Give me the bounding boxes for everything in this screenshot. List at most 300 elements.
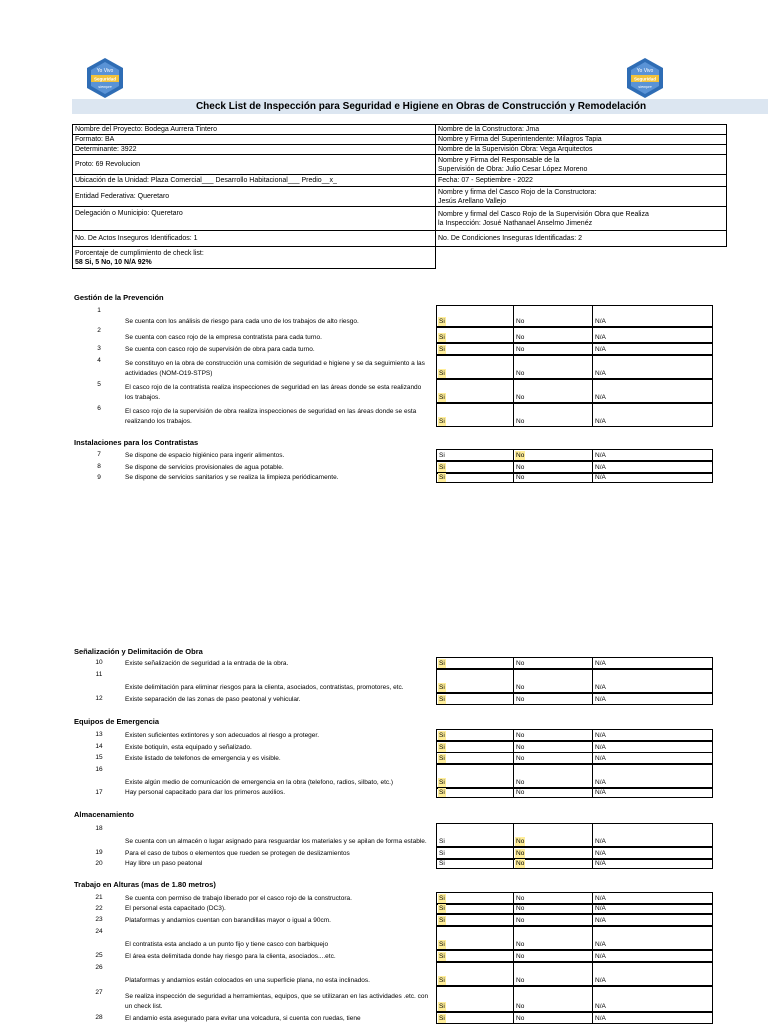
answer-si-cell[interactable] [437, 306, 514, 326]
checklist-row [0, 914, 768, 926]
answer-si-cell[interactable] [437, 356, 514, 378]
formato: Formato: BA [73, 135, 436, 145]
answer-no-label: No [516, 464, 525, 471]
answer-no-cell[interactable] [514, 380, 593, 402]
checklist-row [0, 669, 768, 693]
answer-no-label: No [516, 917, 525, 924]
answer-na-cell[interactable] [593, 670, 712, 692]
checklist-row [0, 343, 768, 355]
item-question: El casco rojo de la contratista realiza inspecciones de seguridad en las áreas donde se esta realizando los trabajos. [125, 384, 422, 401]
answer-na-label: N/A [595, 474, 606, 481]
answer-si-cell[interactable] [437, 658, 514, 668]
item-question: El personal esta capacitado (DC3). [125, 905, 226, 912]
checklist-row [0, 764, 768, 788]
answer-si-cell[interactable] [437, 462, 514, 472]
checklist-row [0, 904, 768, 914]
answer-no-cell[interactable] [514, 927, 593, 949]
answer-si-label: Si [439, 953, 445, 960]
item-question: Se cuenta con un almacén o lugar asignado para resguardar los materiales y se apilan de forma estable. [125, 838, 427, 845]
answer-no-cell[interactable] [514, 893, 593, 903]
answer-si-label: Si [439, 418, 445, 425]
answer-grid [436, 305, 713, 327]
answer-na-cell[interactable] [593, 915, 712, 925]
answer-na-cell[interactable] [593, 404, 712, 426]
answer-na-label: N/A [595, 755, 606, 762]
answer-si-cell[interactable] [437, 450, 514, 460]
answer-no-cell[interactable] [514, 824, 593, 846]
item-number: 11 [95, 671, 103, 678]
answer-si-cell[interactable] [437, 927, 514, 949]
item-question: El contratista esta anclado a un punto fijo y tiene casco con barbiquejo [125, 941, 329, 948]
answer-no-label: No [516, 977, 525, 984]
answer-no-label: No [516, 474, 525, 481]
item-number: 8 [97, 463, 101, 470]
svg-text:siempre: siempre [98, 85, 112, 89]
answer-grid [436, 962, 713, 986]
answer-no-label: No [516, 660, 525, 667]
answer-no-label: No [516, 941, 525, 948]
answer-na-label: N/A [595, 318, 606, 325]
answer-grid [436, 788, 713, 798]
answer-na-cell[interactable] [593, 1013, 712, 1023]
determinante: Determinante: 3922 [73, 145, 436, 155]
answer-no-cell[interactable] [514, 905, 593, 913]
answer-no-label: No [516, 895, 525, 902]
answer-na-label: N/A [595, 684, 606, 691]
item-number: 4 [97, 357, 101, 364]
answer-na-label: N/A [595, 941, 606, 948]
answer-na-label: N/A [595, 418, 606, 425]
item-question: Se cuenta con permiso de trabajo liberado por el casco rojo de la constructora. [125, 895, 352, 902]
answer-na-cell[interactable] [593, 742, 712, 752]
answer-na-cell[interactable] [593, 328, 712, 342]
section-instalaciones: Instalaciones para los Contratistas [74, 438, 199, 447]
answer-si-label: Si [439, 474, 445, 481]
item-question: Existe delimitación para eliminar riesgos para la clienta, asociados, contratistas, promotores, etc. [125, 684, 404, 691]
answer-na-cell[interactable] [593, 474, 712, 482]
answer-no-label: No [516, 789, 525, 796]
item-question: Existe señalización de seguridad a la entrada de la obra. [125, 660, 289, 667]
answer-na-label: N/A [595, 953, 606, 960]
answer-si-label: Si [439, 684, 445, 691]
answer-si-label: Si [439, 977, 445, 984]
answer-grid [436, 764, 713, 788]
responsable-supervision: Nombre y Firma del Responsable de la Supervisión de Obra: Julio Cesar López Moreno [436, 155, 727, 175]
actos-inseguros: No. De Actos Inseguros Identificados: 1 [73, 231, 436, 247]
answer-no-cell[interactable] [514, 963, 593, 985]
answer-na-label: N/A [595, 905, 606, 912]
item-number: 12 [95, 695, 103, 702]
answer-grid [436, 950, 713, 962]
item-number: 7 [97, 451, 101, 458]
item-question: El casco rojo de la supervisión de obra realiza inspecciones de seguridad en las áreas donde se esta realizando los trabajos. [125, 408, 417, 425]
answer-grid [436, 449, 713, 461]
answer-si-cell[interactable] [437, 328, 514, 342]
answer-si-cell[interactable] [437, 905, 514, 913]
checklist-row [0, 950, 768, 962]
item-number: 15 [95, 754, 103, 761]
answer-no-cell[interactable] [514, 860, 593, 868]
item-question: Plataformas y andamios cuentan con barandillas mayor o igual a 90cm. [125, 917, 331, 924]
answer-na-label: N/A [595, 464, 606, 471]
answer-na-label: N/A [595, 452, 606, 459]
answer-grid [436, 752, 713, 764]
answer-si-label: Si [439, 905, 445, 912]
answer-si-label: Si [439, 895, 445, 902]
section-almacenamiento: Almacenamiento [74, 810, 135, 819]
answer-no-label: No [516, 779, 525, 786]
item-question: Hay personal capacitado para dar los primeros auxilios. [125, 789, 286, 796]
answer-na-label: N/A [595, 370, 606, 377]
item-question: Se dispone de espacio higiénico para ingerir alimentos. [125, 452, 285, 459]
answer-grid [436, 729, 713, 741]
item-number: 22 [95, 905, 103, 912]
answer-no-cell[interactable] [514, 694, 593, 704]
answer-na-cell[interactable] [593, 987, 712, 1011]
answer-si-cell[interactable] [437, 344, 514, 354]
checklist-row [0, 355, 768, 379]
answer-na-cell[interactable] [593, 893, 712, 903]
answer-si-label: Si [439, 850, 445, 857]
document-title: Check List de Inspección para Seguridad e Higiene en Obras de Construcción y Remodelación [72, 99, 768, 114]
answer-si-label: Si [439, 917, 445, 924]
answer-si-label: Si [439, 732, 445, 739]
answer-no-cell[interactable] [514, 474, 593, 482]
answer-no-cell[interactable] [514, 742, 593, 752]
answer-no-cell[interactable] [514, 670, 593, 692]
answer-na-label: N/A [595, 838, 606, 845]
answer-si-cell[interactable] [437, 694, 514, 704]
answer-na-cell[interactable] [593, 848, 712, 858]
answer-no-cell[interactable] [514, 753, 593, 763]
project-name: Nombre del Proyecto: Bodega Aurrera Tintero [73, 125, 436, 135]
item-number: 26 [95, 964, 103, 971]
answer-no-label: No [516, 905, 525, 912]
answer-na-label: N/A [595, 779, 606, 786]
answer-na-cell[interactable] [593, 824, 712, 846]
answer-na-label: N/A [595, 346, 606, 353]
answer-na-cell[interactable] [593, 753, 712, 763]
section-gestion-prevencion: Gestión de la Prevención [74, 293, 164, 302]
item-number: 16 [95, 766, 103, 773]
answer-no-label: No [516, 370, 525, 377]
item-number: 21 [95, 894, 103, 901]
answer-no-label: No [516, 452, 525, 459]
answer-si-label: Si [439, 779, 445, 786]
answer-si-label: Si [439, 346, 445, 353]
constructora: Nombre de la Constructora: Jma [436, 125, 727, 135]
answer-si-cell[interactable] [437, 730, 514, 740]
answer-no-label: No [516, 838, 525, 845]
answer-si-label: Si [439, 318, 445, 325]
item-number: 10 [95, 659, 103, 666]
answer-si-cell[interactable] [437, 1013, 514, 1023]
answer-no-label: No [516, 1003, 525, 1010]
item-number: 3 [97, 345, 101, 352]
answer-si-cell[interactable] [437, 893, 514, 903]
answer-no-label: No [516, 850, 525, 857]
answer-si-label: Si [439, 744, 445, 751]
fecha: Fecha: 07 - Septiembre - 2022 [436, 175, 727, 187]
answer-na-cell[interactable] [593, 658, 712, 668]
item-question: Se realiza inspección de seguridad a herramientas, equipos, que se utilizaran en las actividades .etc. con un check list. [125, 993, 429, 1010]
casco-rojo-supervision: Nombre y firmal del Casco Rojo de la Supervisión Obra que Realiza la Inspección: Josué Nathanael Anselmo Jimenéz [436, 207, 727, 231]
answer-na-cell[interactable] [593, 380, 712, 402]
item-question: Existe algún medio de comunicación de emergencia en la obra (telefono, radios, silbato, etc.) [125, 779, 394, 786]
answer-si-label: Si [439, 755, 445, 762]
superintendente: Nombre y Firma del Superintendente: Milagros Tapia [436, 135, 727, 145]
answer-na-label: N/A [595, 860, 606, 867]
svg-text:Seguridad: Seguridad [633, 76, 657, 82]
answer-no-cell[interactable] [514, 344, 593, 354]
answer-si-cell[interactable] [437, 963, 514, 985]
checklist-row [0, 379, 768, 403]
answer-si-cell[interactable] [437, 765, 514, 787]
item-question: El área esta delimitada donde hay riesgo para la clienta, asociados....etc. [125, 953, 336, 960]
answer-si-cell[interactable] [437, 951, 514, 961]
item-number: 19 [95, 849, 103, 856]
checklist-row [0, 823, 768, 847]
item-question: Se cuenta con los análisis de riesgo para cada uno de los trabajos de alto riesgo. [125, 318, 359, 325]
checklist-row [0, 847, 768, 859]
answer-no-cell[interactable] [514, 915, 593, 925]
item-question: El andamio esta asegurado para evitar una volcadura, si cuenta con ruedas, tiene [125, 1015, 361, 1022]
answer-no-cell[interactable] [514, 1013, 593, 1023]
answer-no-cell[interactable] [514, 356, 593, 378]
answer-si-cell[interactable] [437, 789, 514, 797]
answer-grid [436, 343, 713, 355]
answer-grid [436, 904, 713, 914]
porcentaje-cumplimiento: Porcentaje de cumplimiento de check list: 58 Si, 5 No, 10 N/A 92% [73, 247, 436, 269]
answer-si-label: Si [439, 452, 445, 459]
answer-na-label: N/A [595, 1015, 606, 1022]
answer-na-cell[interactable] [593, 860, 712, 868]
answer-na-label: N/A [595, 789, 606, 796]
checklist-row [0, 305, 768, 327]
condiciones-inseguras: No. De Condiciones Inseguras Identificadas: 2 [436, 231, 727, 247]
answer-na-cell[interactable] [593, 694, 712, 704]
answer-no-cell[interactable] [514, 328, 593, 342]
answer-na-label: N/A [595, 732, 606, 739]
answer-si-cell[interactable] [437, 848, 514, 858]
answer-no-cell[interactable] [514, 848, 593, 858]
checklist-row [0, 752, 768, 764]
answer-na-cell[interactable] [593, 963, 712, 985]
answer-na-label: N/A [595, 744, 606, 751]
answer-si-cell[interactable] [437, 824, 514, 846]
section-senalizacion: Señalización y Delimitación de Obra [74, 647, 203, 656]
answer-grid [436, 461, 713, 473]
answer-na-label: N/A [595, 660, 606, 667]
answer-grid [436, 355, 713, 379]
item-number: 13 [95, 731, 103, 738]
answer-si-cell[interactable] [437, 474, 514, 482]
checklist-row [0, 693, 768, 705]
municipio: Delegación o Municipio: Queretaro [73, 207, 436, 231]
item-number: 18 [95, 825, 103, 832]
answer-no-label: No [516, 744, 525, 751]
item-number: 27 [95, 989, 103, 996]
answer-no-label: No [516, 684, 525, 691]
item-number: 14 [95, 743, 103, 750]
answer-no-cell[interactable] [514, 765, 593, 787]
answer-si-cell[interactable] [437, 670, 514, 692]
answer-na-cell[interactable] [593, 344, 712, 354]
item-number: 5 [97, 381, 101, 388]
answer-no-cell[interactable] [514, 987, 593, 1011]
answer-grid [436, 823, 713, 847]
answer-si-cell[interactable] [437, 987, 514, 1011]
answer-si-cell[interactable] [437, 860, 514, 868]
checklist-row [0, 449, 768, 461]
answer-grid [436, 859, 713, 869]
svg-text:Seguridad: Seguridad [93, 76, 117, 82]
answer-no-cell[interactable] [514, 951, 593, 961]
item-question: Plataformas y andamios están colocados en una superficie plana, no esta inclinados. [125, 977, 370, 984]
checklist-row [0, 788, 768, 798]
answer-na-label: N/A [595, 895, 606, 902]
answer-no-cell[interactable] [514, 789, 593, 797]
project-info-table [72, 124, 727, 269]
answer-si-label: Si [439, 464, 445, 471]
answer-no-cell[interactable] [514, 404, 593, 426]
answer-grid [436, 379, 713, 403]
checklist-row [0, 461, 768, 473]
entidad: Entidad Federativa: Queretaro [73, 187, 436, 207]
svg-text:siempre: siempre [638, 85, 652, 89]
answer-grid [436, 693, 713, 705]
item-question: Existen suficientes extintores y son adecuados al riesgo a proteger. [125, 732, 320, 739]
answer-grid [436, 327, 713, 343]
answer-si-cell[interactable] [437, 742, 514, 752]
answer-si-cell[interactable] [437, 404, 514, 426]
answer-na-cell[interactable] [593, 462, 712, 472]
answer-na-label: N/A [595, 334, 606, 341]
checklist-row [0, 657, 768, 669]
answer-na-cell[interactable] [593, 356, 712, 378]
answer-no-label: No [516, 346, 525, 353]
supervision-obra: Nombre de la Supervisión Obra: Vega Arquitectos [436, 145, 727, 155]
item-question: Para el caso de tubos o elementos que rueden se protegen de deslizamientos [125, 850, 350, 857]
item-number: 25 [95, 952, 103, 959]
item-question: Existe botiquín, esta equipado y señalizado. [125, 744, 252, 751]
answer-na-label: N/A [595, 917, 606, 924]
answer-grid [436, 669, 713, 693]
answer-no-label: No [516, 953, 525, 960]
item-number: 28 [95, 1014, 103, 1021]
answer-na-label: N/A [595, 1003, 606, 1010]
answer-no-label: No [516, 334, 525, 341]
section-equipos-emergencia: Equipos de Emergencia [74, 717, 160, 726]
item-number: 23 [95, 916, 103, 923]
answer-si-cell[interactable] [437, 915, 514, 925]
answer-no-label: No [516, 696, 525, 703]
answer-grid [436, 657, 713, 669]
answer-si-label: Si [439, 696, 445, 703]
answer-no-label: No [516, 394, 525, 401]
item-question: Se cuenta con casco rojo de supervisión de obra para cada turno. [125, 346, 315, 353]
proto: Proto: 69 Revolucion [73, 155, 436, 175]
item-question: Se dispone de servicios provisionales de agua potable. [125, 464, 284, 471]
answer-na-cell[interactable] [593, 927, 712, 949]
answer-no-cell[interactable] [514, 450, 593, 460]
answer-na-label: N/A [595, 977, 606, 984]
answer-na-label: N/A [595, 850, 606, 857]
answer-si-label: Si [439, 941, 445, 948]
checklist-row [0, 729, 768, 741]
answer-na-cell[interactable] [593, 306, 712, 326]
answer-grid [436, 403, 713, 427]
answer-si-label: Si [439, 860, 445, 867]
answer-no-cell[interactable] [514, 462, 593, 472]
item-number: 17 [95, 789, 103, 796]
answer-grid [436, 473, 713, 483]
answer-no-cell[interactable] [514, 658, 593, 668]
answer-grid [436, 914, 713, 926]
answer-si-label: Si [439, 1003, 445, 1010]
answer-grid [436, 847, 713, 859]
checklist-row [0, 403, 768, 427]
answer-no-label: No [516, 418, 525, 425]
item-number: 20 [95, 860, 103, 867]
answer-na-label: N/A [595, 394, 606, 401]
answer-no-cell[interactable] [514, 306, 593, 326]
answer-na-cell[interactable] [593, 730, 712, 740]
svg-text:Yo Vivo: Yo Vivo [636, 68, 654, 74]
item-question: Se cuenta con casco rojo de la empresa contratista para cada turno. [125, 334, 322, 341]
item-number: 24 [95, 928, 103, 935]
checklist-row [0, 859, 768, 869]
answer-grid [436, 892, 713, 904]
answer-na-cell[interactable] [593, 951, 712, 961]
item-number: 1 [97, 307, 101, 314]
checklist-row [0, 986, 768, 1012]
answer-na-cell[interactable] [593, 765, 712, 787]
answer-na-cell[interactable] [593, 450, 712, 460]
checklist-row [0, 473, 768, 483]
svg-text:Yo Vivo: Yo Vivo [96, 68, 114, 74]
answer-si-label: Si [439, 838, 445, 845]
section-trabajo-alturas: Trabajo en Alturas (mas de 1.80 metros) [74, 880, 216, 889]
answer-no-label: No [516, 1015, 525, 1022]
item-number: 9 [97, 474, 101, 481]
item-question: Existe listado de telefonos de emergencia y es visible. [125, 755, 281, 762]
answer-na-cell[interactable] [593, 789, 712, 797]
checklist-row [0, 962, 768, 986]
answer-no-label: No [516, 318, 525, 325]
answer-si-label: Si [439, 394, 445, 401]
answer-si-label: Si [439, 334, 445, 341]
answer-si-cell[interactable] [437, 380, 514, 402]
answer-no-cell[interactable] [514, 730, 593, 740]
answer-grid [436, 986, 713, 1012]
checklist-row [0, 892, 768, 904]
answer-no-label: No [516, 755, 525, 762]
casco-rojo-constructora: Nombre y firma del Casco Rojo de la Constructora: Jesús Arellano Vallejo [436, 187, 727, 207]
answer-na-label: N/A [595, 696, 606, 703]
answer-na-cell[interactable] [593, 905, 712, 913]
checklist-row [0, 1012, 768, 1024]
item-number: 6 [97, 405, 101, 412]
item-number: 2 [97, 327, 101, 334]
item-question: Hay libre un paso peatonal [125, 860, 203, 867]
answer-si-cell[interactable] [437, 753, 514, 763]
ubicacion: Ubicación de la Unidad: Plaza Comercial___ Desarrollo Habitacional___ Predio__x_ [73, 175, 436, 187]
answer-no-label: No [516, 860, 525, 867]
answer-grid [436, 1012, 713, 1024]
item-question: Se dispone de servicios sanitarios y se realiza la limpieza periódicamente. [125, 474, 339, 481]
logo-left [85, 57, 125, 99]
